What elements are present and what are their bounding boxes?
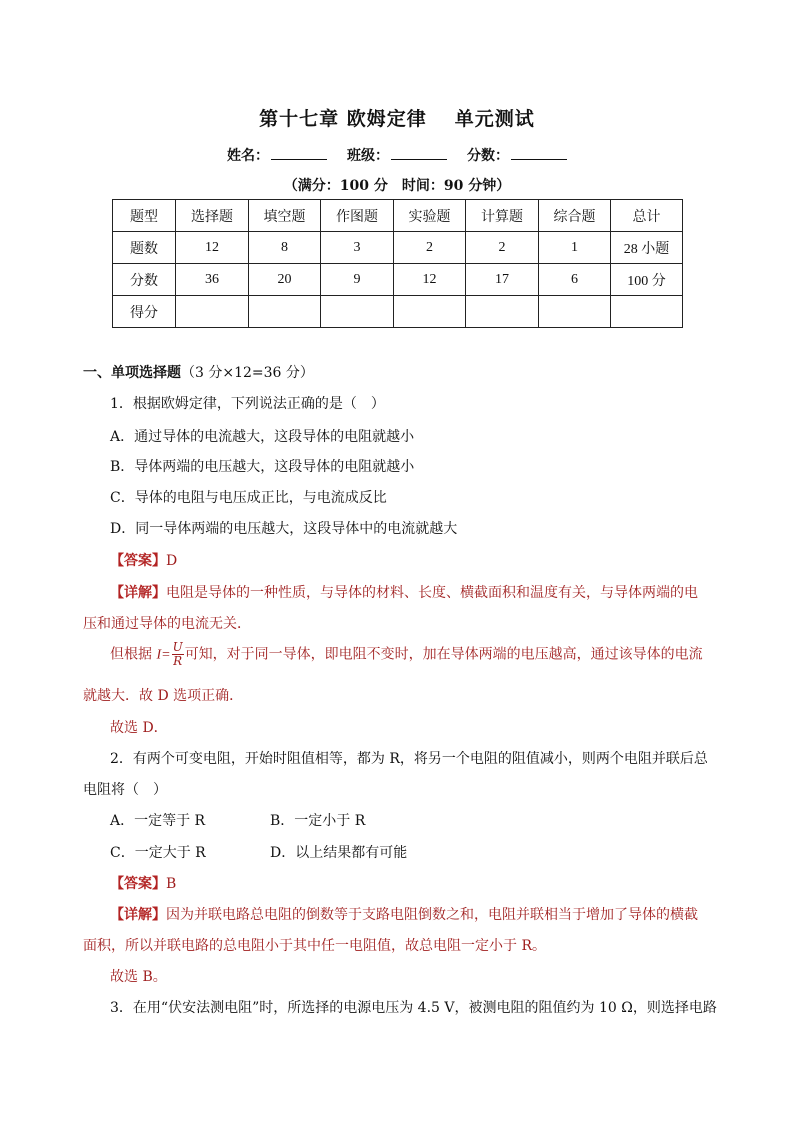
detail-text: 电阻是导体的一种性质，与导体的材料、长度、横截面积和温度有关，与导体两端的电 (166, 585, 698, 601)
exam-subtitle: （满分：100 分 时间：90 分钟） (283, 178, 511, 194)
student-info-row (0, 145, 794, 165)
table-cell: 填空题 (249, 200, 321, 232)
q2-option-a: A．一定等于 R (110, 813, 206, 829)
q2-stem-line2: 电阻将（ ） (83, 782, 167, 798)
table-cell: 选择题 (176, 200, 249, 232)
table-cell: 题型 (113, 200, 176, 232)
detail-tag: 【详解】 (110, 585, 166, 601)
answer-tag: 【答案】 (110, 876, 166, 892)
answer-value: D (166, 553, 178, 569)
q1-detail-line4: 就越大．故 D 选项正确． (83, 688, 244, 704)
section-title: 一、单项选择题 (83, 365, 181, 381)
table-cell: 得分 (113, 296, 176, 328)
table-cell: 20 (249, 264, 321, 296)
title-chapter: 第十七章 欧姆定律 (259, 108, 427, 130)
q1-option-b: B．导体两端的电压越大，这段导体的电阻就越小 (110, 459, 415, 475)
section-points: （3 分×12=36 分） (181, 365, 314, 381)
class-label: 班级： (347, 148, 389, 164)
q1-option-a: A．通过导体的电流越大，这段导体的电阻就越小 (110, 429, 415, 445)
table-cell: 2 (394, 232, 466, 264)
table-cell[interactable] (466, 296, 539, 328)
q1-option-c: C．导体的电阻与电压成正比，与电流成反比 (110, 490, 387, 506)
table-cell: 3 (321, 232, 394, 264)
q1-detail-line1 (110, 582, 698, 602)
table-cell: 综合题 (539, 200, 611, 232)
table-row (113, 296, 683, 328)
table-cell: 题数 (113, 232, 176, 264)
q3-stem-line1: 3．在用“伏安法测电阻”时，所选择的电源电压为 4.5 V，被测电阻的阻值约为 10 Ω，则选择电路 (110, 1000, 717, 1016)
title-unit-test: 单元测试 (454, 108, 535, 130)
detail-text: 但根据 (110, 646, 157, 663)
q2-option-c: C．一定大于 R (110, 845, 206, 861)
q2-detail-line1 (110, 904, 698, 924)
q1-answer (110, 550, 177, 570)
table-cell[interactable] (176, 296, 249, 328)
score-table (112, 199, 683, 328)
table-cell: 12 (176, 232, 249, 264)
table-cell: 2 (466, 232, 539, 264)
q2-stem-line1: 2．有两个可变电阻，开始时阻值相等，都为 R，将另一个电阻的阻值减小，则两个电阻并联后总 (110, 751, 708, 767)
table-cell[interactable] (539, 296, 611, 328)
answer-tag: 【答案】 (110, 553, 166, 569)
detail-text: 可知，对于同一导体，即电阻不变时，加在导体两端的电压越高，通过该导体的电流 (184, 646, 703, 663)
table-cell: 9 (321, 264, 394, 296)
section-heading (83, 362, 314, 382)
page-title (0, 104, 794, 131)
table-cell[interactable] (249, 296, 321, 328)
table-cell: 总计 (611, 200, 683, 232)
table-cell[interactable] (611, 296, 683, 328)
q1-option-d: D．同一导体两端的电压越大，这段导体中的电流就越大 (110, 521, 458, 537)
table-cell[interactable] (394, 296, 466, 328)
name-label: 姓名： (227, 148, 269, 164)
ohm-formula-fraction (172, 641, 184, 668)
detail-text: 因为并联电路总电阻的倒数等于支路电阻倒数之和，电阻并联相当于增加了导体的横截 (166, 907, 698, 923)
score-blank[interactable] (511, 147, 567, 160)
table-cell: 100 分 (611, 264, 683, 296)
q2-conclusion: 故选 B。 (110, 969, 167, 985)
formula-denominator: R (173, 654, 183, 668)
class-blank[interactable] (391, 147, 447, 160)
table-row (113, 232, 683, 264)
table-cell: 1 (539, 232, 611, 264)
q1-detail-line2: 压和通过导体的电流无关． (83, 616, 251, 632)
detail-tag: 【详解】 (110, 907, 166, 923)
q1-stem: 1．根据欧姆定律，下列说法正确的是（ ） (110, 396, 385, 412)
formula-lhs: I= (156, 647, 171, 663)
table-cell: 作图题 (321, 200, 394, 232)
formula-numerator: U (172, 640, 183, 654)
name-blank[interactable] (271, 147, 327, 160)
q1-detail-line3 (110, 641, 703, 668)
q2-answer (110, 873, 176, 893)
q2-option-b: B．一定小于 R (270, 813, 366, 829)
table-cell: 分数 (113, 264, 176, 296)
q2-detail-line2: 面积，所以并联电路的总电阻小于其中任一电阻值，故总电阻一定小于 R。 (83, 938, 546, 954)
table-row (113, 264, 683, 296)
q1-conclusion: 故选 D． (110, 720, 168, 736)
table-cell[interactable] (321, 296, 394, 328)
table-cell: 计算题 (466, 200, 539, 232)
table-cell: 6 (539, 264, 611, 296)
table-cell: 17 (466, 264, 539, 296)
table-cell: 8 (249, 232, 321, 264)
table-cell: 实验题 (394, 200, 466, 232)
answer-value: B (166, 876, 177, 892)
q2-option-d: D．以上结果都有可能 (270, 845, 408, 861)
table-cell: 28 小题 (611, 232, 683, 264)
table-cell: 36 (176, 264, 249, 296)
table-row (113, 200, 683, 232)
score-label: 分数： (467, 148, 509, 164)
table-cell: 12 (394, 264, 466, 296)
